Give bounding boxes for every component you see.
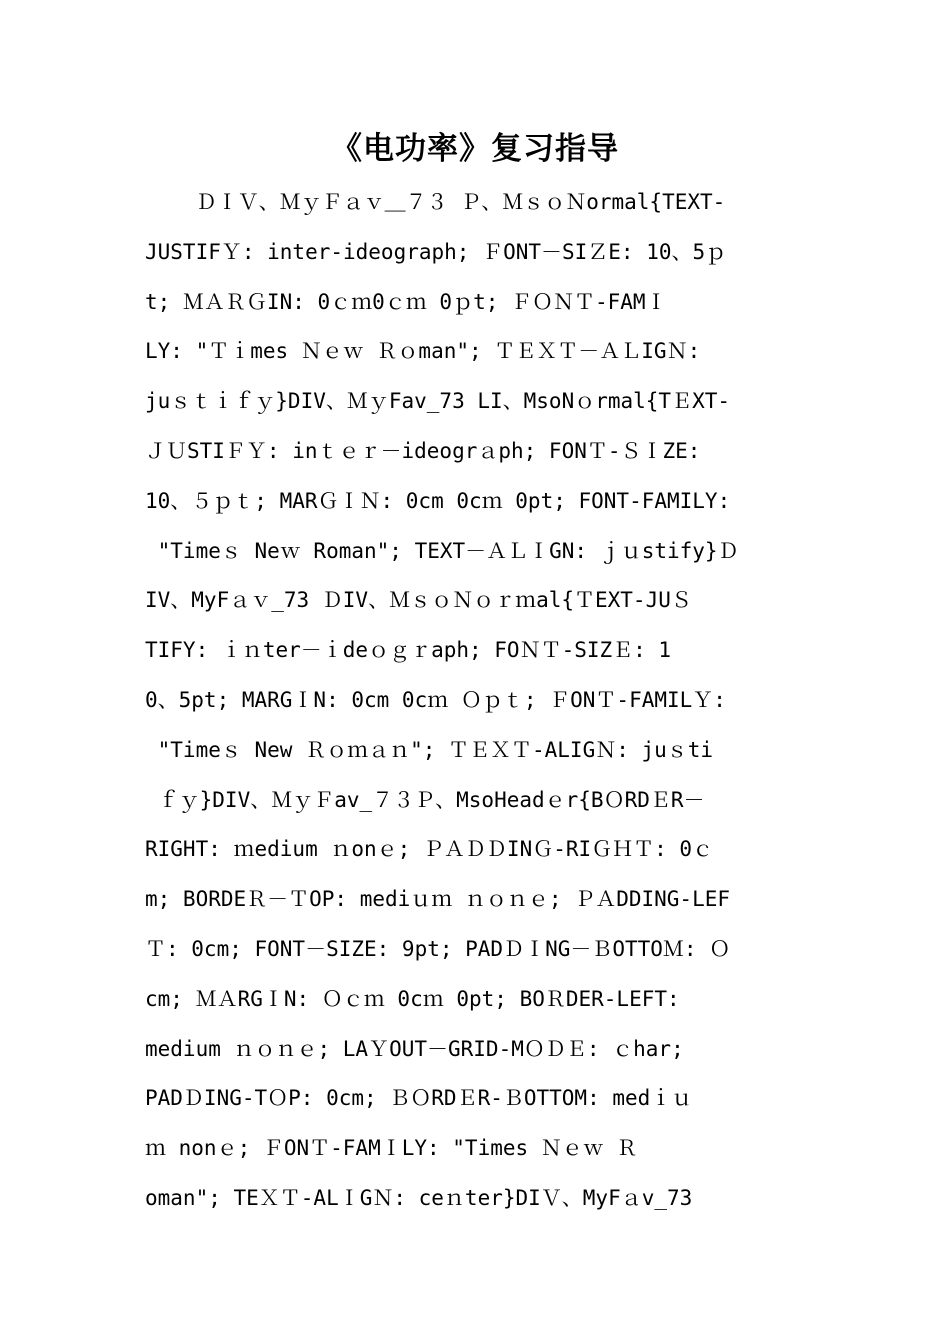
- body-line: 10、５ｐｔ; MARＧＩＮ: 0cm 0cｍ 0pt; FONT-FAMILY:: [145, 488, 731, 513]
- document-title: 《电功率》复习指导: [331, 131, 619, 167]
- body-line: ｆｙ}DIV、ＭｙＦav_７３Ｐ、MsoHeadｅr{BＯRDＥR－: [145, 787, 705, 812]
- body-line: ｍ nonｅ; ＦONＴ-FAMＩLY: "Times Ｎｅｗ Ｒ: [145, 1136, 638, 1161]
- body-line: JUSTIFＹ: inter-ideograph; ＦONT－SIＺE: 10、5ｐ: [145, 239, 727, 264]
- body-line: medium ｎｏｎｅ; LAＹOUT－GRID-MＯＤＥ: ｃhar;: [145, 1036, 684, 1061]
- body-line: RIGHT: ｍedium ｎonｅ; ＰＡＤＤINＧ-RIＧＨＴ: 0ｃ: [145, 837, 714, 862]
- body-line: ＤＩＶ、ＭｙＦａｖ＿７３ Ｐ、ＭｓｏＮormal{TEXT-: [145, 190, 726, 214]
- body-line: Ｔ: 0cm; FONT－SIZE: 9pt; PADＤＩNG－ＢOTTOＭ: Ｏ: [145, 936, 731, 961]
- body-line: TIFY: ｉｎter－ｉdeｏｇｒaph; FOＮＴ-SIZＥ: 1: [145, 638, 672, 663]
- body-line: "Timeｓ New Ｒｏｍａｎ"; ＴＥＸＴ-ALIGＮ: juｓti: [145, 737, 714, 762]
- document-body: [145, 178, 825, 1224]
- body-line: 0、5pt; MARGＩN: 0cm 0cｍ Ｏｐｔ; ＦONＴ-FAMILＹ:: [145, 687, 726, 712]
- body-line: m; BORDEＲ－ＴOP: mediｕｍ ｎｏｎｅ; ＰＡDDING-LEF: [145, 887, 731, 912]
- body-line: IV、MyFａｖ_73 ＤIV、ＭｓｏＮｏｒｍal{ＴEXT-JUＳ: [145, 588, 692, 613]
- body-line: PADＤING-TＯP: 0cm; ＢＯRDＥR-ＢOTTOM: medｉｕ: [145, 1086, 693, 1111]
- body-line: "Timeｓ Neｗ Roman"; TEXT－ＡＬＩGN: ｊｕstify}Ｄ: [145, 538, 739, 563]
- body-line: oman"; TEＸＴ-ALＩGＮ: ceｎter}DIＶ、MyFａv_73: [145, 1185, 693, 1210]
- body-line: LY: "Ｔｉmes Ｎｅｗ Ｒｏman"; ＴＥＸＴ－ＡＬIGＮ:: [145, 339, 701, 364]
- body-line: juｓｔｉｆｙ}DIV、ＭｙFav_73 LI、MsoNｏrmal{TＥXT-: [145, 389, 731, 414]
- body-line: cm; ＭＡRGＩN: Ｏｃｍ 0cｍ 0pt; BOＲDER-LEFT:: [145, 986, 680, 1011]
- body-line: t; ＭＡＲＧIN: 0ｃｍ0ｃｍ 0ｐt; ＦＯＮＴ-FAMＩ: [145, 289, 667, 314]
- body-line: ＪＵSTIＦＹ: inｔｅｒ－ideogrａph; FONＴ-ＳＩZE:: [145, 438, 701, 463]
